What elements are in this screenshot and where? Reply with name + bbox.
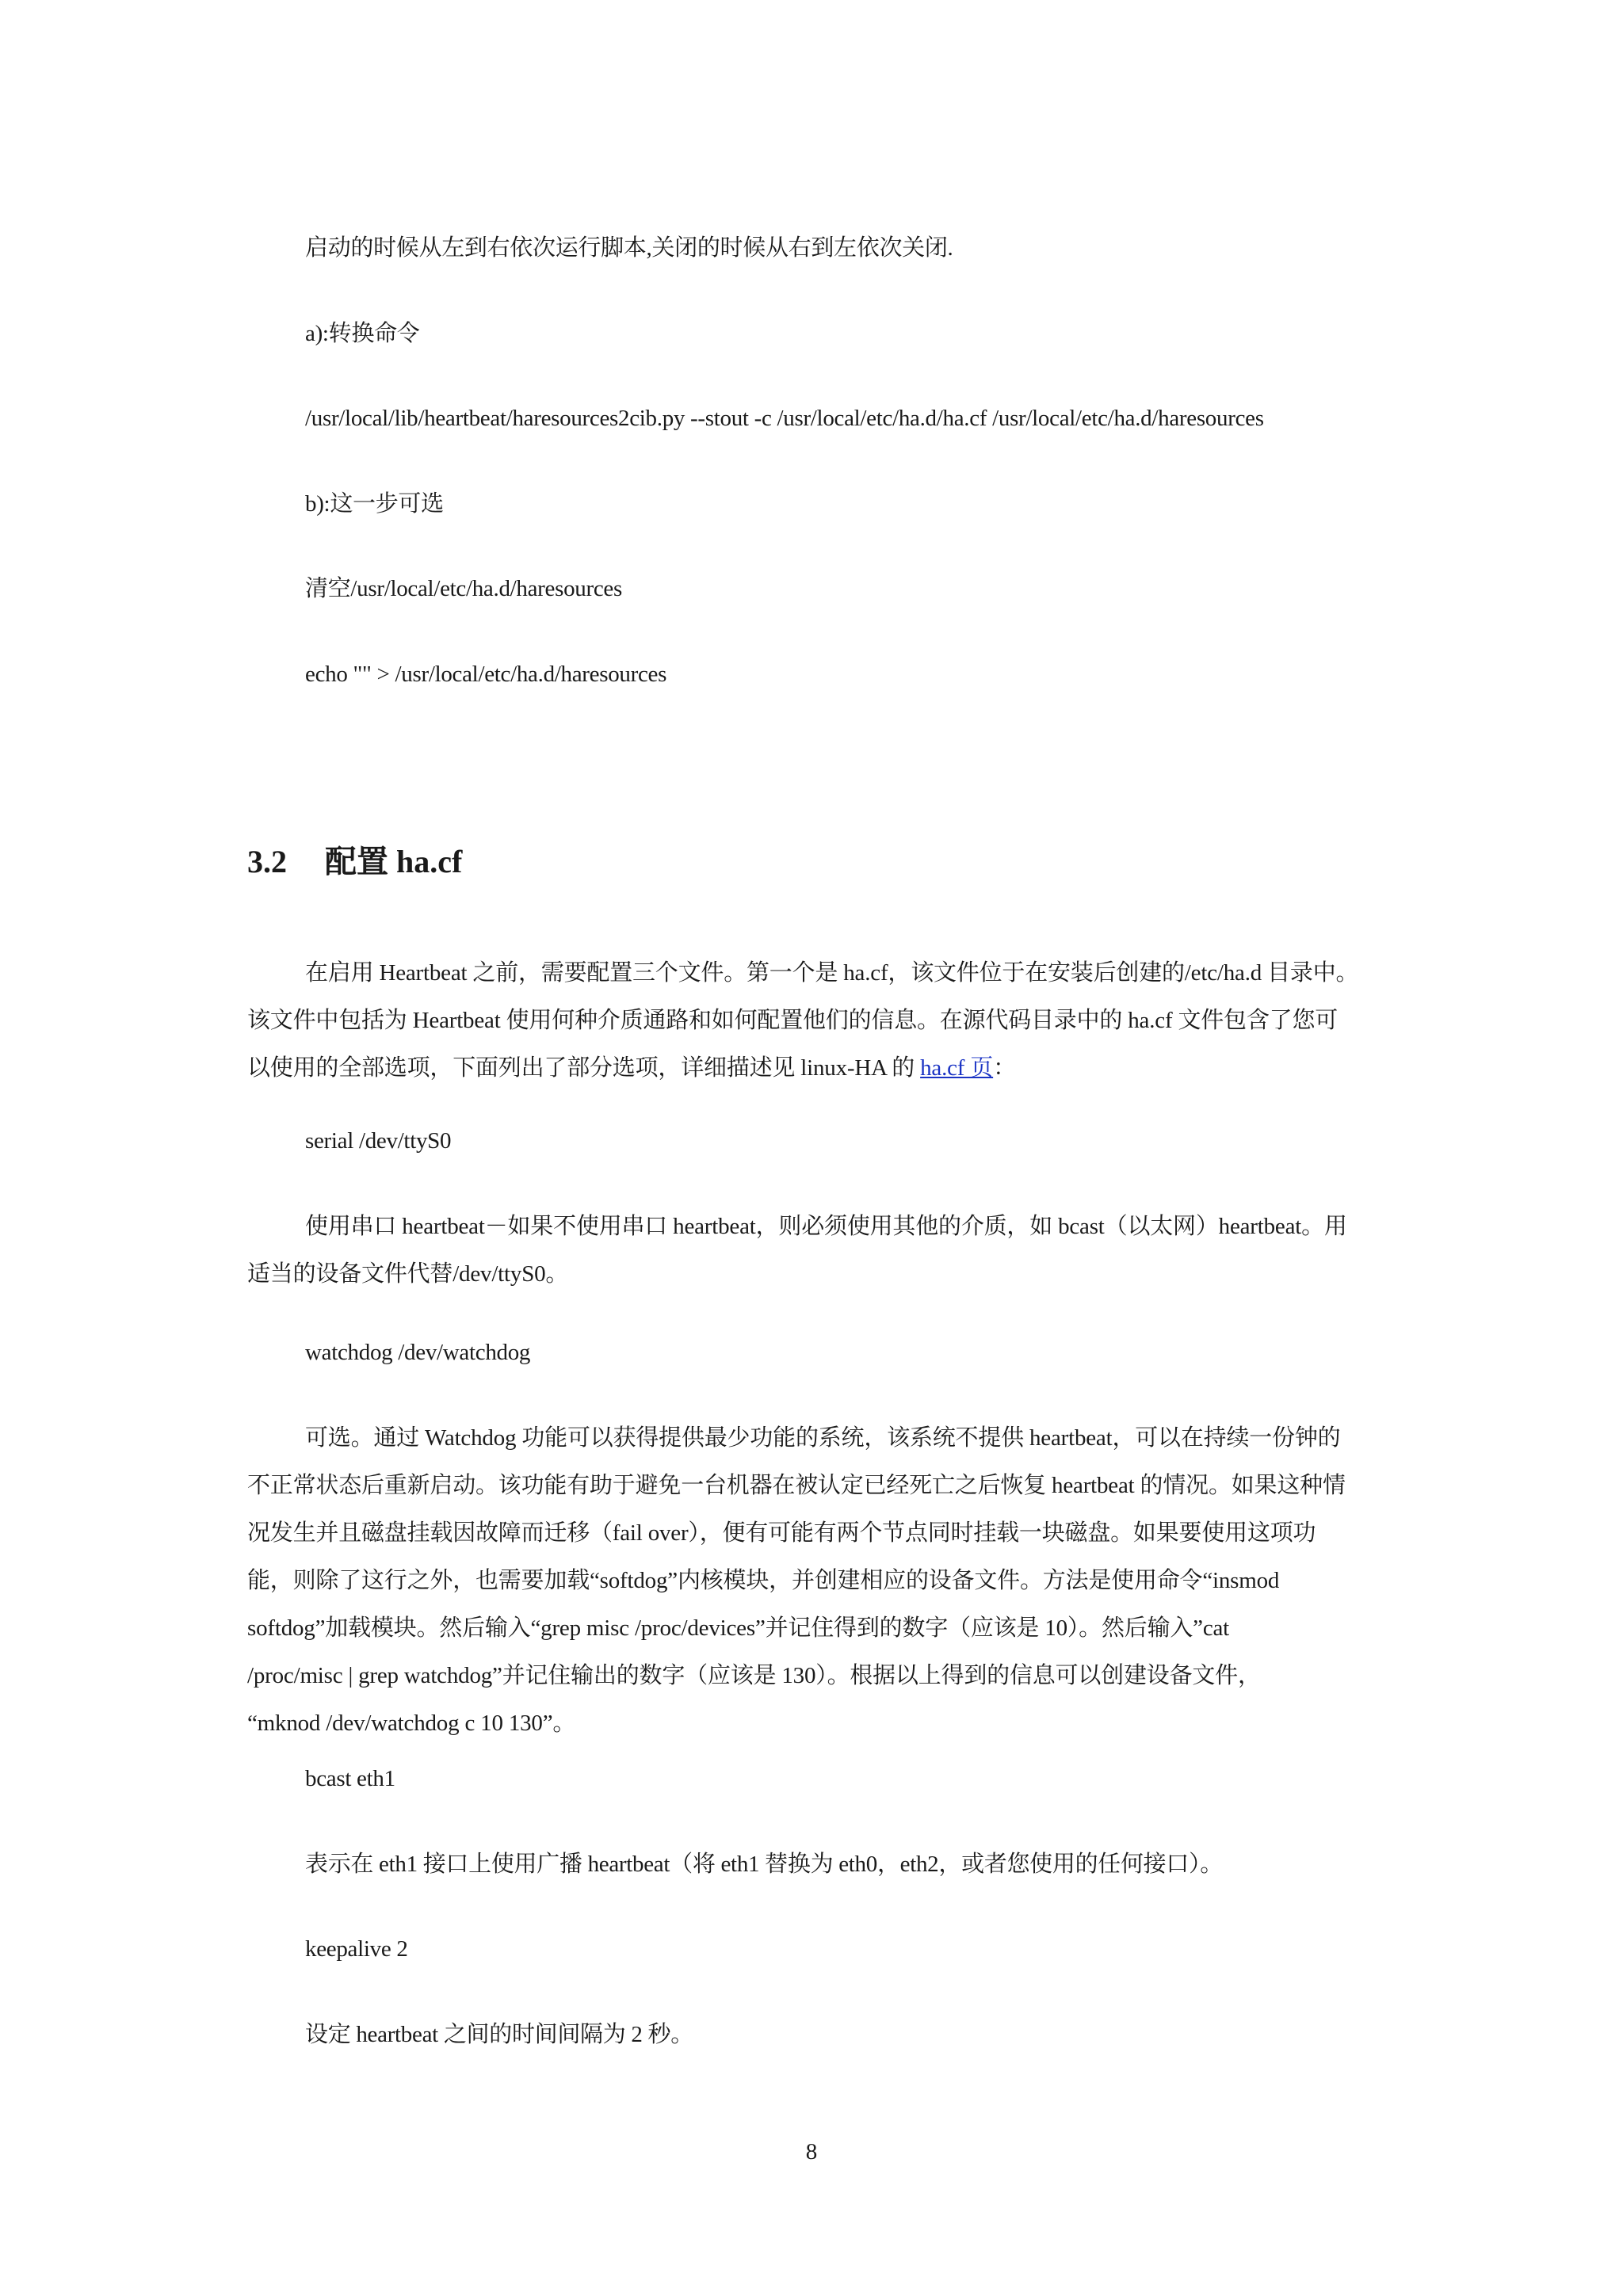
page-number: 8: [805, 2139, 818, 2164]
intro-line-3-colon: ：: [993, 1055, 1016, 1081]
intro-line-3-text: 以使用的全部选项，下面列出了部分选项，详细描述见 linux-HA 的: [247, 1055, 921, 1081]
watchdog-desc-line-7: “mknod /dev/watchdog c 10 130”。: [247, 1711, 576, 1736]
serial-directive: serial /dev/ttyS0: [305, 1128, 452, 1154]
watchdog-desc-line-3: 况发生并且磁盘挂载因故障而迁移（fail over），便有可能有两个节点同时挂载一块磁盘。如果要使用这项功: [247, 1520, 1316, 1546]
section-number: 3.2: [247, 844, 287, 879]
serial-desc-line-1: 使用串口 heartbeat－如果不使用串口 heartbeat，则必须使用其他的介质，如 bcast（以太网）heartbeat。用: [305, 1214, 1347, 1239]
clear-haresources-note: 清空/usr/local/etc/ha.d/haresources: [305, 576, 622, 601]
startup-order-note: 启动的时候从左到右依次运行脚本,关闭的时候从右到左依次关闭.: [305, 235, 953, 261]
watchdog-description: [247, 1414, 1388, 1747]
intro-paragraph: [247, 949, 1388, 1092]
section-title: 配置 ha.cf: [325, 844, 463, 879]
serial-desc-line-2: 适当的设备文件代替/dev/ttyS0。: [247, 1261, 569, 1287]
serial-description: [247, 1203, 1388, 1298]
step-b-label: b):这一步可选: [305, 491, 444, 517]
watchdog-desc-line-5: softdog”加载模块。然后输入“grep misc /proc/devices”并记住得到的数字（应该是 10）。然后输入”cat: [247, 1615, 1230, 1641]
intro-line-2: 该文件中包括为 Heartbeat 使用何种介质通路和如何配置他们的信息。在源代码目录中的 ha.cf 文件包含了您可: [247, 1008, 1338, 1033]
watchdog-desc-line-6: /proc/misc | grep watchdog”并记住输出的数字（应该是 130）。根据以上得到的信息可以创建设备文件，: [247, 1663, 1261, 1688]
watchdog-desc-line-1: 可选。通过 Watchdog 功能可以获得提供最少功能的系统，该系统不提供 heartbeat，可以在持续一份钟的: [305, 1425, 1341, 1451]
watchdog-desc-line-2: 不正常状态后重新启动。该功能有助于避免一台机器在被认定已经死亡之后恢复 heartbeat 的情况。如果这种情: [247, 1473, 1346, 1498]
keepalive-directive: keepalive 2: [305, 1936, 408, 1962]
watchdog-directive: watchdog /dev/watchdog: [305, 1340, 531, 1365]
intro-line-1: 在启用 Heartbeat 之前，需要配置三个文件。第一个是 ha.cf，该文件位于在安装后创建的/etc/ha.d 目录中。: [305, 960, 1359, 986]
intro-line-3: [247, 1044, 1388, 1092]
convert-command: /usr/local/lib/heartbeat/haresources2cib.py --stout -c /usr/local/etc/ha.d/ha.cf /usr/local/etc/ha.d/haresources: [305, 406, 1264, 431]
bcast-description: 表示在 eth1 接口上使用广播 heartbeat（将 eth1 替换为 eth0，eth2，或者您使用的任何接口）。: [305, 1852, 1223, 1877]
section-heading: [247, 840, 462, 884]
ha-cf-page-link[interactable]: ha.cf 页: [920, 1055, 994, 1081]
keepalive-description: 设定 heartbeat 之间的时间间隔为 2 秒。: [305, 2022, 693, 2047]
step-a-label: a):转换命令: [305, 321, 420, 346]
bcast-directive: bcast eth1: [305, 1766, 395, 1791]
echo-command: echo "" > /usr/local/etc/ha.d/haresources: [305, 662, 667, 687]
watchdog-desc-line-4: 能，则除了这行之外，也需要加载“softdog”内核模块，并创建相应的设备文件。方法是使用命令“insmod: [247, 1568, 1280, 1593]
